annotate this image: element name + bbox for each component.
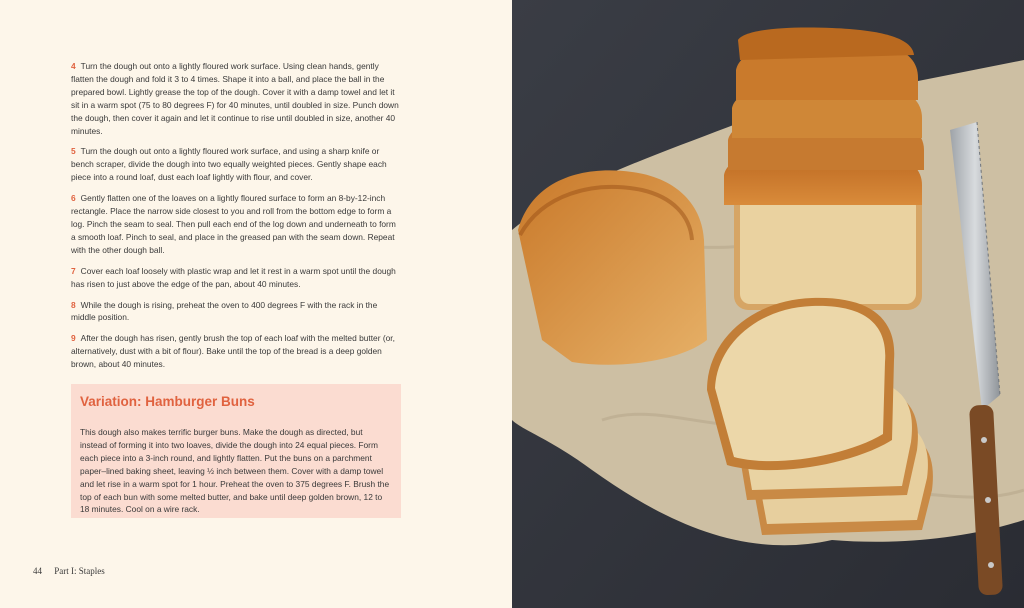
page-number: 44: [33, 566, 42, 576]
step-text: Gently flatten one of the loaves on a lightly floured surface to form an 8-by-12-inch rectangle. Place the narrow side closest to you and roll from the bottom edge to form a log. Pinch the seam to seal. Then pull each end of the log down and underneath to form a smooth loaf. Pinch to seal, and place in the greased pan with the seam down. Repeat with the other dough ball.: [71, 193, 396, 255]
step-text: After the dough has risen, gently brush the top of each loaf with the melted butter (or, alternatively, dust with a bit of flour). Bake until the top of the bread is a deep golden brown, about 40 minutes.: [71, 333, 395, 370]
step-text: Cover each loaf loosely with plastic wrap and let it rest in a warm spot until the dough has risen to just above the edge of the pan, about 40 minutes.: [71, 265, 396, 289]
variation-box: [71, 384, 401, 518]
recipe-step: [71, 332, 401, 371]
recipe-step: [71, 145, 401, 184]
bread-photo: [512, 0, 1024, 608]
recipe-step: [71, 60, 401, 137]
variation-body: This dough also makes terrific burger buns. Make the dough as directed, but instead of forming it into two loaves, divide the dough into 24 equal pieces. Form each piece into a 3-inch round, and lightly flatten. Put the buns on a parchment paper–lined baking sheet, leaving ½ inch between them. Cover with a damp towel and let rise in a warm spot for 1 hour. Preheat the oven to 375 degrees F. Brush the top of each bun with some melted butter, and bake until deep golden brown, 12 to 18 minutes. Cool on a wire rack.: [80, 427, 390, 515]
loaf-end: [518, 170, 707, 364]
step-number: 8: [71, 299, 76, 310]
step-number: 4: [71, 61, 76, 71]
step-number: 6: [71, 193, 76, 204]
recipe-steps: [71, 60, 512, 371]
step-number: 7: [71, 265, 76, 276]
step-text: Turn the dough out onto a lightly floured work surface, and using a sharp knife or bench scraper, divide the dough into two equally weighted pieces. Gently shape each piece into a round loaf, dust each loaf lightly with flour, and cover.: [71, 146, 387, 183]
recipe-step: [71, 192, 401, 257]
step-number: 5: [71, 146, 76, 157]
page-footer: [33, 566, 105, 576]
step-text: Turn the dough out onto a lightly floured work surface. Using clean hands, gently flatten the dough and fold it 3 to 4 times. Shape it into a ball, and place the ball in the prepared bowl. Lightly grease the top of the dough. Cover it with a damp towel and let it sit in a warm spot (75 to 80 degrees F) for 40 minutes, until doubled in size. Punch down the dough, then cover it again and let it continue to rise until doubled in size, another 40 minutes.: [71, 61, 399, 136]
right-page-photo: [512, 0, 1024, 608]
step-text: While the dough is rising, preheat the oven to 400 degrees F with the rack in the middle position.: [71, 299, 378, 323]
section-title: Part I: Staples: [54, 566, 105, 576]
step-number: 9: [71, 333, 76, 344]
sliced-loaf: [724, 28, 924, 311]
variation-title: Variation: Hamburger Buns: [80, 394, 255, 409]
recipe-step: [71, 299, 401, 325]
recipe-step: [71, 265, 401, 291]
